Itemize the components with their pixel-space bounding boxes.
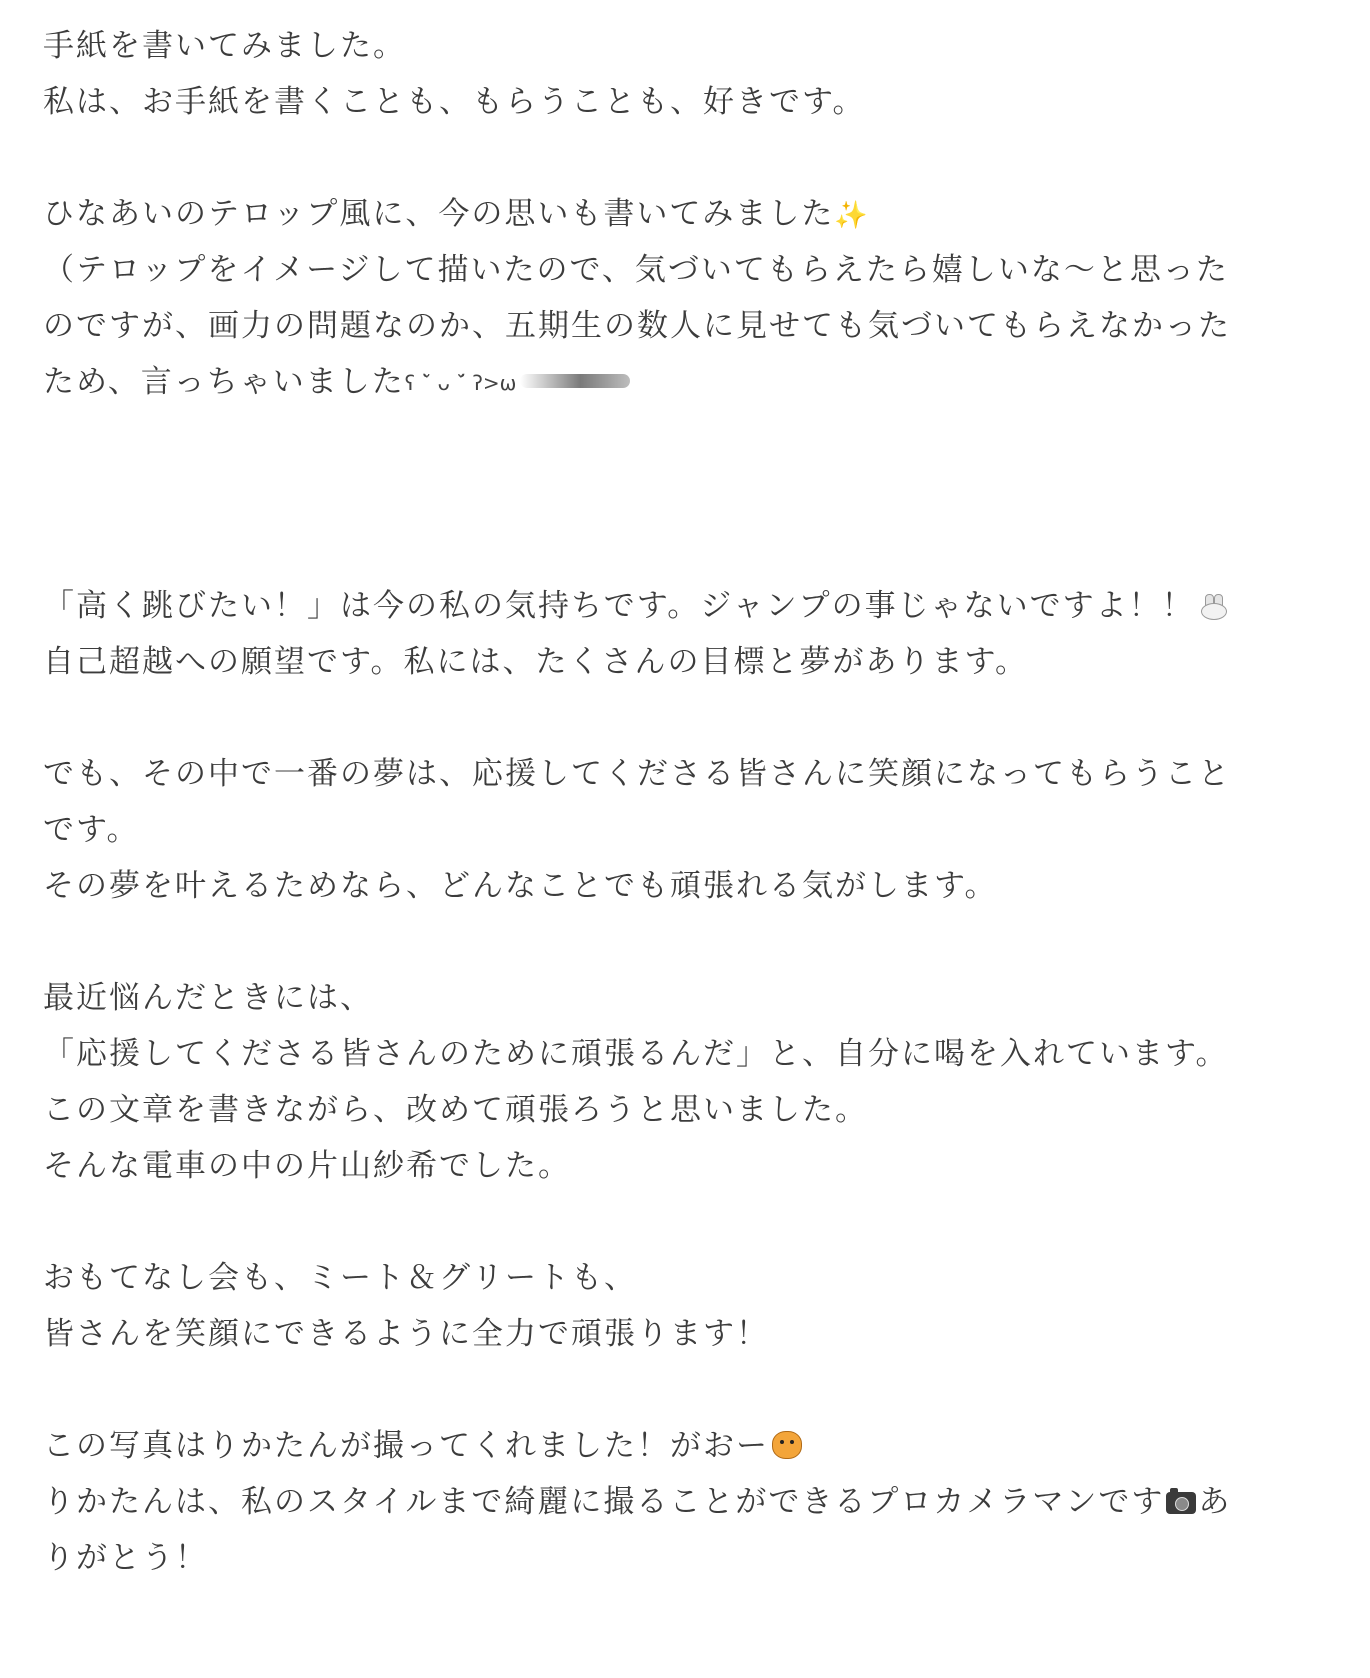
text-line: 「高く跳びたい！」は今の私の気持ちです。ジャンプの事じゃないですよ！！ bbox=[43, 578, 1283, 634]
rabbit-face-icon bbox=[1199, 594, 1227, 618]
text-line: りかたんは、私のスタイルまで綺麗に撮ることができるプロカメラマンです あ bbox=[43, 1484, 1232, 1520]
blank-line bbox=[43, 1194, 1283, 1250]
text-line: 「応援してくださる皆さんのために頑張るんだ」と、自分に喝を入れています。 bbox=[43, 1036, 1229, 1072]
text-line: です。 bbox=[43, 812, 140, 848]
camera-with-flash-icon bbox=[1166, 1492, 1196, 1514]
blank-line bbox=[43, 522, 1283, 578]
blank-line bbox=[43, 410, 1283, 466]
text-line: のですが、画力の問題なのか、五期生の数人に見せても気づいてもらえなかった bbox=[43, 308, 1231, 344]
sparkles-icon: ✨ bbox=[834, 200, 869, 231]
text-line: （テロップをイメージして描いたので、気づいてもらえたら嬉しいな〜と思った bbox=[43, 252, 1229, 288]
text-line: 手紙を書いてみました。 bbox=[43, 28, 406, 64]
text-line: ひなあいのテロップ風に、今の思いも書いてみました✨ bbox=[43, 186, 1283, 242]
text-line: この文章を書きながら、改めて頑張ろうと思いました。 bbox=[43, 1092, 868, 1128]
text-line: 私は、お手紙を書くことも、もらうことも、好きです。 bbox=[43, 84, 866, 120]
blank-line bbox=[43, 466, 1283, 522]
motion-stroke-icon bbox=[520, 374, 630, 388]
text-line: この写真はりかたんが撮ってくれました！がおー bbox=[43, 1418, 1283, 1474]
text-line: りがとう！ bbox=[43, 1540, 208, 1576]
blank-line bbox=[43, 690, 1283, 746]
blank-line bbox=[43, 1362, 1283, 1418]
text-line: そんな電車の中の片山紗希でした。 bbox=[43, 1148, 571, 1184]
text-line: でも、その中で一番の夢は、応援してくださる皆さんに笑顔になってもらうこと bbox=[43, 756, 1231, 792]
text-line: おもてなし会も、ミート＆グリートも、 bbox=[43, 1260, 637, 1296]
text-line: その夢を叶えるためなら、どんなことでも頑張れる気がします。 bbox=[43, 868, 998, 904]
blank-line bbox=[43, 914, 1283, 970]
text-line: ため、言っちゃいましたʕ ˘̀ ᴗ ˘́ ʔ>ω bbox=[43, 354, 1283, 410]
blog-post-body bbox=[43, 18, 1283, 1586]
blank-line bbox=[43, 130, 1283, 186]
tiger-face-icon bbox=[772, 1431, 802, 1459]
text-line: 最近悩んだときには、 bbox=[43, 980, 373, 1016]
text-line: 皆さんを笑顔にできるように全力で頑張ります！ bbox=[43, 1316, 769, 1352]
text-line: 自己超越への願望です。私には、たくさんの目標と夢があります。 bbox=[43, 644, 1029, 680]
kaomoji: ʕ ˘̀ ᴗ ˘́ ʔ>ω bbox=[404, 371, 517, 395]
